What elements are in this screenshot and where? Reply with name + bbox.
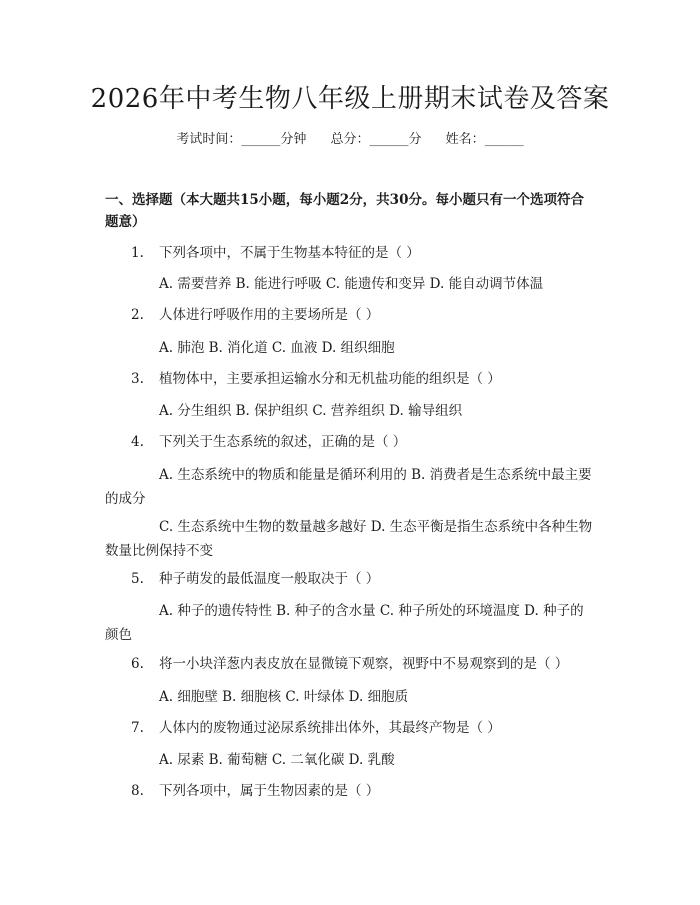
question-number: 5. — [131, 571, 144, 587]
question-3 — [131, 368, 591, 390]
question-number: 2. — [131, 307, 144, 323]
question-number: 4. — [131, 434, 144, 450]
question-5 — [131, 568, 591, 590]
question-4-options-cd: C. 生态系统中生物的数量越多越好 D. 生态平衡是指生态系统中各种生物数量比例保持不变 — [105, 519, 593, 559]
question-8 — [131, 780, 591, 802]
exam-meta — [0, 130, 700, 150]
question-6-options: A. 细胞壁 B. 细胞核 C. 叶绿体 D. 细胞质 — [159, 689, 409, 705]
question-number: 3. — [131, 371, 144, 387]
question-number: 8. — [131, 783, 144, 799]
question-7-options: A. 尿素 B. 葡萄糖 C. 二氧化碳 D. 乳酸 — [159, 752, 395, 768]
section-heading: 一、选择题（本大题共15小题，每小题2分，共30分。每小题只有一个选项符合题意） — [105, 192, 584, 230]
exam-time-field: 考试时间：______分钟 — [176, 132, 307, 147]
question-text: 下列关于生态系统的叙述，正确的是（ ） — [159, 434, 407, 450]
question-3-options: A. 分生组织 B. 保护组织 C. 营养组织 D. 输导组织 — [159, 403, 463, 419]
question-2-options: A. 肺泡 B. 消化道 C. 血液 D. 组织细胞 — [159, 340, 395, 356]
question-7 — [131, 717, 591, 739]
question-text: 种子萌发的最低温度一般取决于（ ） — [159, 571, 380, 587]
question-number: 1. — [131, 245, 144, 261]
question-text: 人体内的废物通过泌尿系统排出体外，其最终产物是（ ） — [159, 720, 501, 736]
question-text: 植物体中，主要承担运输水分和无机盐功能的组织是（ ） — [159, 371, 501, 387]
question-5-options: A. 种子的遗传特性 B. 种子的含水量 C. 种子所处的环境温度 D. 种子的颜色 — [105, 603, 584, 643]
question-text: 将一小块洋葱内表皮放在显微镜下观察，视野中不易观察到的是（ ） — [159, 656, 569, 672]
question-4 — [131, 431, 591, 453]
question-text: 下列各项中，不属于生物基本特征的是（ ） — [159, 245, 420, 261]
question-1 — [131, 242, 591, 264]
question-4-options-ab: A. 生态系统中的物质和能量是循环利用的 B. 消费者是生态系统中最主要的成分 — [105, 467, 592, 507]
question-text: 下列各项中，属于生物因素的是（ ） — [159, 783, 380, 799]
question-number: 6. — [131, 656, 144, 672]
page-title: 2026年中考生物八年级上册期末试卷及答案 — [90, 84, 610, 114]
total-score-field: 总分：______分 — [330, 132, 422, 147]
question-1-options: A. 需要营养 B. 能进行呼吸 C. 能遗传和变异 D. 能自动调节体温 — [159, 276, 544, 292]
question-text: 人体进行呼吸作用的主要场所是（ ） — [159, 307, 380, 323]
question-number: 7. — [131, 720, 144, 736]
student-name-field: 姓名：______ — [445, 132, 524, 147]
question-2 — [131, 304, 591, 326]
question-6 — [131, 653, 591, 675]
